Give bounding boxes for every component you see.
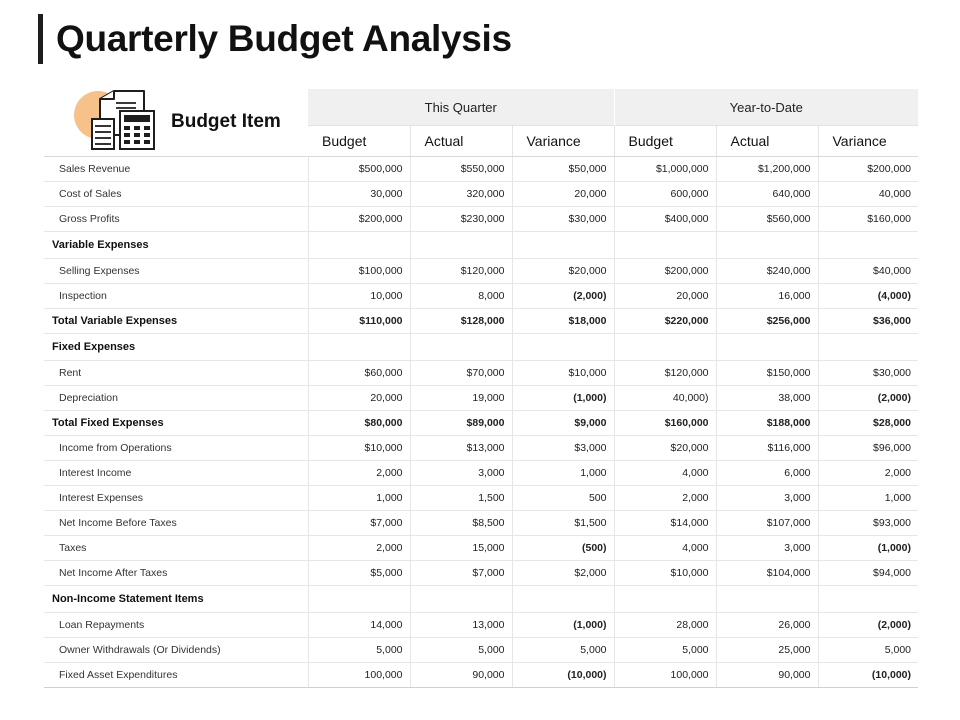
table-row bbox=[44, 511, 918, 536]
cell-value bbox=[614, 232, 716, 259]
cell-value bbox=[614, 586, 716, 613]
cell-value: 28,000 bbox=[614, 613, 716, 638]
cell-value: $13,000 bbox=[410, 436, 512, 461]
table-row bbox=[44, 259, 918, 284]
section-row bbox=[44, 586, 918, 613]
cell-value bbox=[308, 232, 410, 259]
cell-value: 38,000 bbox=[716, 386, 818, 411]
cell-value: 5,000 bbox=[308, 638, 410, 663]
table-row bbox=[44, 386, 918, 411]
cell-value bbox=[410, 334, 512, 361]
cell-value: $50,000 bbox=[512, 157, 614, 182]
section-row bbox=[44, 334, 918, 361]
cell-value: 40,000 bbox=[818, 182, 918, 207]
cell-value: 8,000 bbox=[410, 284, 512, 309]
cell-value bbox=[818, 232, 918, 259]
cell-value: $94,000 bbox=[818, 561, 918, 586]
cell-value: 5,000 bbox=[818, 638, 918, 663]
cell-value: 2,000 bbox=[308, 461, 410, 486]
cell-value: 10,000 bbox=[308, 284, 410, 309]
cell-value: 640,000 bbox=[716, 182, 818, 207]
cell-value bbox=[818, 334, 918, 361]
cell-value: $20,000 bbox=[512, 259, 614, 284]
cell-value: (2,000) bbox=[818, 386, 918, 411]
row-label: Taxes bbox=[44, 536, 308, 561]
budget-table bbox=[44, 89, 918, 688]
cell-value: $80,000 bbox=[308, 411, 410, 436]
cell-value: $40,000 bbox=[818, 259, 918, 284]
cell-value: 90,000 bbox=[410, 663, 512, 688]
cell-value: $128,000 bbox=[410, 309, 512, 334]
cell-value: 30,000 bbox=[308, 182, 410, 207]
cell-value: 5,000 bbox=[614, 638, 716, 663]
cell-value: $240,000 bbox=[716, 259, 818, 284]
cell-value bbox=[410, 586, 512, 613]
cell-value: $70,000 bbox=[410, 361, 512, 386]
cell-value: $7,000 bbox=[410, 561, 512, 586]
cell-value: $96,000 bbox=[818, 436, 918, 461]
cell-value: $550,000 bbox=[410, 157, 512, 182]
budget-item-header bbox=[44, 89, 308, 157]
cell-value: 20,000 bbox=[308, 386, 410, 411]
cell-value: $36,000 bbox=[818, 309, 918, 334]
title-accent-bar bbox=[38, 14, 43, 64]
row-label: Variable Expenses bbox=[44, 232, 308, 259]
row-label: Total Fixed Expenses bbox=[44, 411, 308, 436]
cell-value: (2,000) bbox=[818, 613, 918, 638]
row-label: Depreciation bbox=[44, 386, 308, 411]
cell-value: 4,000 bbox=[614, 536, 716, 561]
cell-value: 26,000 bbox=[716, 613, 818, 638]
cell-value: 5,000 bbox=[410, 638, 512, 663]
cell-value: $14,000 bbox=[614, 511, 716, 536]
cell-value: 25,000 bbox=[716, 638, 818, 663]
cell-value: 20,000 bbox=[512, 182, 614, 207]
cell-value: $220,000 bbox=[614, 309, 716, 334]
table-row bbox=[44, 536, 918, 561]
cell-value: $104,000 bbox=[716, 561, 818, 586]
cell-value: $400,000 bbox=[614, 207, 716, 232]
cell-value: 1,000 bbox=[818, 486, 918, 511]
row-label: Gross Profits bbox=[44, 207, 308, 232]
row-label: Net Income After Taxes bbox=[44, 561, 308, 586]
cell-value bbox=[716, 232, 818, 259]
cell-value: (1,000) bbox=[818, 536, 918, 561]
table-row bbox=[44, 284, 918, 309]
cell-value: $116,000 bbox=[716, 436, 818, 461]
row-label: Selling Expenses bbox=[44, 259, 308, 284]
cell-value: $160,000 bbox=[614, 411, 716, 436]
cell-value: $160,000 bbox=[818, 207, 918, 232]
col-header-ytd-budget: Budget bbox=[614, 126, 716, 157]
cell-value: $1,000,000 bbox=[614, 157, 716, 182]
cell-value: $110,000 bbox=[308, 309, 410, 334]
row-label: Rent bbox=[44, 361, 308, 386]
cell-value: 15,000 bbox=[410, 536, 512, 561]
cell-value: 3,000 bbox=[716, 536, 818, 561]
cell-value: $200,000 bbox=[308, 207, 410, 232]
cell-value bbox=[512, 586, 614, 613]
row-label: Fixed Asset Expenditures bbox=[44, 663, 308, 688]
cell-value: 19,000 bbox=[410, 386, 512, 411]
table-row bbox=[44, 436, 918, 461]
cell-value: 320,000 bbox=[410, 182, 512, 207]
cell-value bbox=[716, 586, 818, 613]
cell-value: 3,000 bbox=[410, 461, 512, 486]
total-row bbox=[44, 411, 918, 436]
cell-value: $100,000 bbox=[308, 259, 410, 284]
table-row bbox=[44, 361, 918, 386]
cell-value: $188,000 bbox=[716, 411, 818, 436]
cell-value: $107,000 bbox=[716, 511, 818, 536]
table-row bbox=[44, 486, 918, 511]
cell-value: $230,000 bbox=[410, 207, 512, 232]
cell-value: $60,000 bbox=[308, 361, 410, 386]
cell-value: $10,000 bbox=[614, 561, 716, 586]
group-header-year-to-date: Year-to-Date bbox=[614, 89, 918, 126]
cell-value: 100,000 bbox=[308, 663, 410, 688]
cell-value: $10,000 bbox=[308, 436, 410, 461]
row-label: Income from Operations bbox=[44, 436, 308, 461]
page-title: Quarterly Budget Analysis bbox=[56, 18, 512, 59]
cell-value: $500,000 bbox=[308, 157, 410, 182]
row-label: Interest Income bbox=[44, 461, 308, 486]
cell-value: 1,000 bbox=[308, 486, 410, 511]
col-header-qtr-actual: Actual bbox=[410, 126, 512, 157]
col-header-qtr-variance: Variance bbox=[512, 126, 614, 157]
cell-value bbox=[512, 334, 614, 361]
cell-value: $30,000 bbox=[818, 361, 918, 386]
cell-value: 3,000 bbox=[716, 486, 818, 511]
cell-value: (1,000) bbox=[512, 386, 614, 411]
section-row bbox=[44, 232, 918, 259]
cell-value: $30,000 bbox=[512, 207, 614, 232]
cell-value: 6,000 bbox=[716, 461, 818, 486]
cell-value bbox=[512, 232, 614, 259]
cell-value: 40,000) bbox=[614, 386, 716, 411]
cell-value: $20,000 bbox=[614, 436, 716, 461]
cell-value: $1,200,000 bbox=[716, 157, 818, 182]
cell-value: 500 bbox=[512, 486, 614, 511]
row-label: Total Variable Expenses bbox=[44, 309, 308, 334]
cell-value: (2,000) bbox=[512, 284, 614, 309]
cell-value: 1,000 bbox=[512, 461, 614, 486]
cell-value: 4,000 bbox=[614, 461, 716, 486]
col-header-ytd-variance: Variance bbox=[818, 126, 918, 157]
cell-value: 2,000 bbox=[614, 486, 716, 511]
cell-value bbox=[818, 586, 918, 613]
table-row bbox=[44, 157, 918, 182]
cell-value: $256,000 bbox=[716, 309, 818, 334]
row-label: Fixed Expenses bbox=[44, 334, 308, 361]
cell-value: 13,000 bbox=[410, 613, 512, 638]
cell-value: $120,000 bbox=[614, 361, 716, 386]
cell-value: $7,000 bbox=[308, 511, 410, 536]
row-label: Net Income Before Taxes bbox=[44, 511, 308, 536]
row-label: Cost of Sales bbox=[44, 182, 308, 207]
cell-value: $150,000 bbox=[716, 361, 818, 386]
table-row bbox=[44, 663, 918, 688]
cell-value: $560,000 bbox=[716, 207, 818, 232]
cell-value: (500) bbox=[512, 536, 614, 561]
cell-value: $89,000 bbox=[410, 411, 512, 436]
row-label: Interest Expenses bbox=[44, 486, 308, 511]
group-header-this-quarter: This Quarter bbox=[308, 89, 614, 126]
row-label: Owner Withdrawals (Or Dividends) bbox=[44, 638, 308, 663]
cell-value: $93,000 bbox=[818, 511, 918, 536]
cell-value: 2,000 bbox=[308, 536, 410, 561]
cell-value: (10,000) bbox=[512, 663, 614, 688]
cell-value bbox=[308, 586, 410, 613]
cell-value: 16,000 bbox=[716, 284, 818, 309]
cell-value: $9,000 bbox=[512, 411, 614, 436]
table-row bbox=[44, 638, 918, 663]
cell-value: 600,000 bbox=[614, 182, 716, 207]
cell-value: $200,000 bbox=[818, 157, 918, 182]
cell-value bbox=[410, 232, 512, 259]
cell-value: $200,000 bbox=[614, 259, 716, 284]
cell-value: $2,000 bbox=[512, 561, 614, 586]
cell-value: $18,000 bbox=[512, 309, 614, 334]
cell-value: (10,000) bbox=[818, 663, 918, 688]
table-row bbox=[44, 613, 918, 638]
cell-value: $8,500 bbox=[410, 511, 512, 536]
budget-item-label: Budget Item bbox=[171, 111, 281, 132]
cell-value: (1,000) bbox=[512, 613, 614, 638]
table-body bbox=[44, 157, 918, 688]
cell-value: 1,500 bbox=[410, 486, 512, 511]
table-row bbox=[44, 182, 918, 207]
cell-value bbox=[716, 334, 818, 361]
total-row bbox=[44, 309, 918, 334]
cell-value: $10,000 bbox=[512, 361, 614, 386]
cell-value: $120,000 bbox=[410, 259, 512, 284]
cell-value: $3,000 bbox=[512, 436, 614, 461]
table-row bbox=[44, 561, 918, 586]
budget-document-icon bbox=[64, 89, 164, 155]
table-row bbox=[44, 207, 918, 232]
cell-value bbox=[614, 334, 716, 361]
cell-value: 2,000 bbox=[818, 461, 918, 486]
cell-value: 20,000 bbox=[614, 284, 716, 309]
cell-value: 90,000 bbox=[716, 663, 818, 688]
row-label: Loan Repayments bbox=[44, 613, 308, 638]
cell-value: 100,000 bbox=[614, 663, 716, 688]
row-label: Non-Income Statement Items bbox=[44, 586, 308, 613]
cell-value: 5,000 bbox=[512, 638, 614, 663]
cell-value bbox=[308, 334, 410, 361]
row-label: Inspection bbox=[44, 284, 308, 309]
cell-value: $5,000 bbox=[308, 561, 410, 586]
col-header-qtr-budget: Budget bbox=[308, 126, 410, 157]
table-row bbox=[44, 461, 918, 486]
cell-value: $1,500 bbox=[512, 511, 614, 536]
cell-value: 14,000 bbox=[308, 613, 410, 638]
col-header-ytd-actual: Actual bbox=[716, 126, 818, 157]
cell-value: (4,000) bbox=[818, 284, 918, 309]
cell-value: $28,000 bbox=[818, 411, 918, 436]
row-label: Sales Revenue bbox=[44, 157, 308, 182]
